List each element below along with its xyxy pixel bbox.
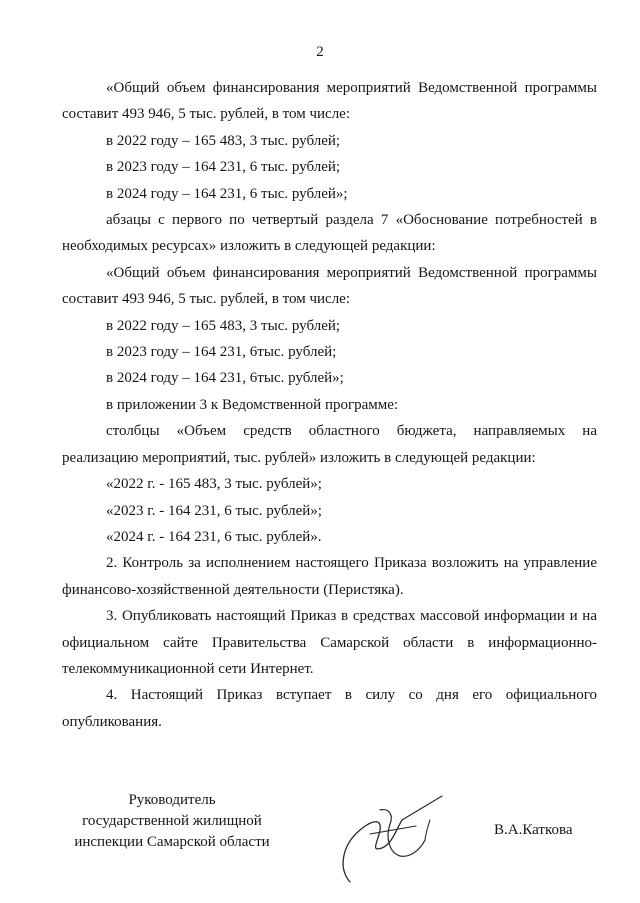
paragraph: в 2024 году – 164 231, 6 тыс. рублей»; [106, 185, 348, 202]
signer-name: В.А.Каткова [494, 822, 573, 838]
page-number: 2 [316, 44, 324, 60]
paragraph: в приложении 3 к Ведомственной программе: [106, 396, 399, 413]
paragraph: 3. Опубликовать настоящий Приказ в средствах массовой информации и на официальном сайте Правительства Самарской области в информационно-телекоммуникационной сети Интернет. [62, 608, 597, 677]
paragraph: в 2023 году – 164 231, 6 тыс. рублей; [106, 159, 341, 176]
paragraph: в 2024 году – 164 231, 6тыс. рублей»; [106, 370, 344, 387]
paragraph: «2022 г. - 165 483, 3 тыс. рублей»; [106, 476, 322, 493]
paragraph: абзацы с первого по четвертый раздела 7 «Обоснование потребностей в необходимых ресурсах» изложить в следующей редакции: [62, 212, 597, 255]
signer-title-line: Руководитель [128, 792, 216, 808]
signer-title-line: государственной жилищной [82, 813, 262, 829]
paragraph: «Общий объем финансирования мероприятий Ведомственной программы составит 493 946, 5 тыс. рублей, в том числе: [62, 80, 597, 123]
paragraph: «2023 г. - 164 231, 6 тыс. рублей»; [106, 502, 322, 519]
paragraph: в 2023 году – 164 231, 6тыс. рублей; [106, 344, 337, 361]
document-body [62, 75, 597, 735]
signer-title [62, 790, 282, 853]
paragraph: «2024 г. - 164 231, 6 тыс. рублей». [106, 528, 322, 545]
signer-title-line: инспекции Самарской области [74, 834, 270, 850]
paragraph: «Общий объем финансирования мероприятий Ведомственной программы составит 493 946, 5 тыс. рублей, в том числе: [62, 264, 597, 308]
paragraph: в 2022 году – 165 483, 3 тыс. рублей; [106, 317, 341, 334]
paragraph: столбцы «Объем средств областного бюджета, направляемых на реализацию мероприятий, тыс. рублей» изложить в следующей редакции: [62, 423, 597, 466]
paragraph: 4. Настоящий Приказ вступает в силу со дня его официального опубликования. [62, 687, 597, 730]
paragraph: 2. Контроль за исполнением настоящего Приказа возложить на управление финансово-хозяйственной деятельности (Перистяка). [62, 555, 597, 598]
paragraph: в 2022 году – 165 483, 3 тыс. рублей; [106, 132, 341, 149]
handwritten-signature [330, 790, 460, 890]
